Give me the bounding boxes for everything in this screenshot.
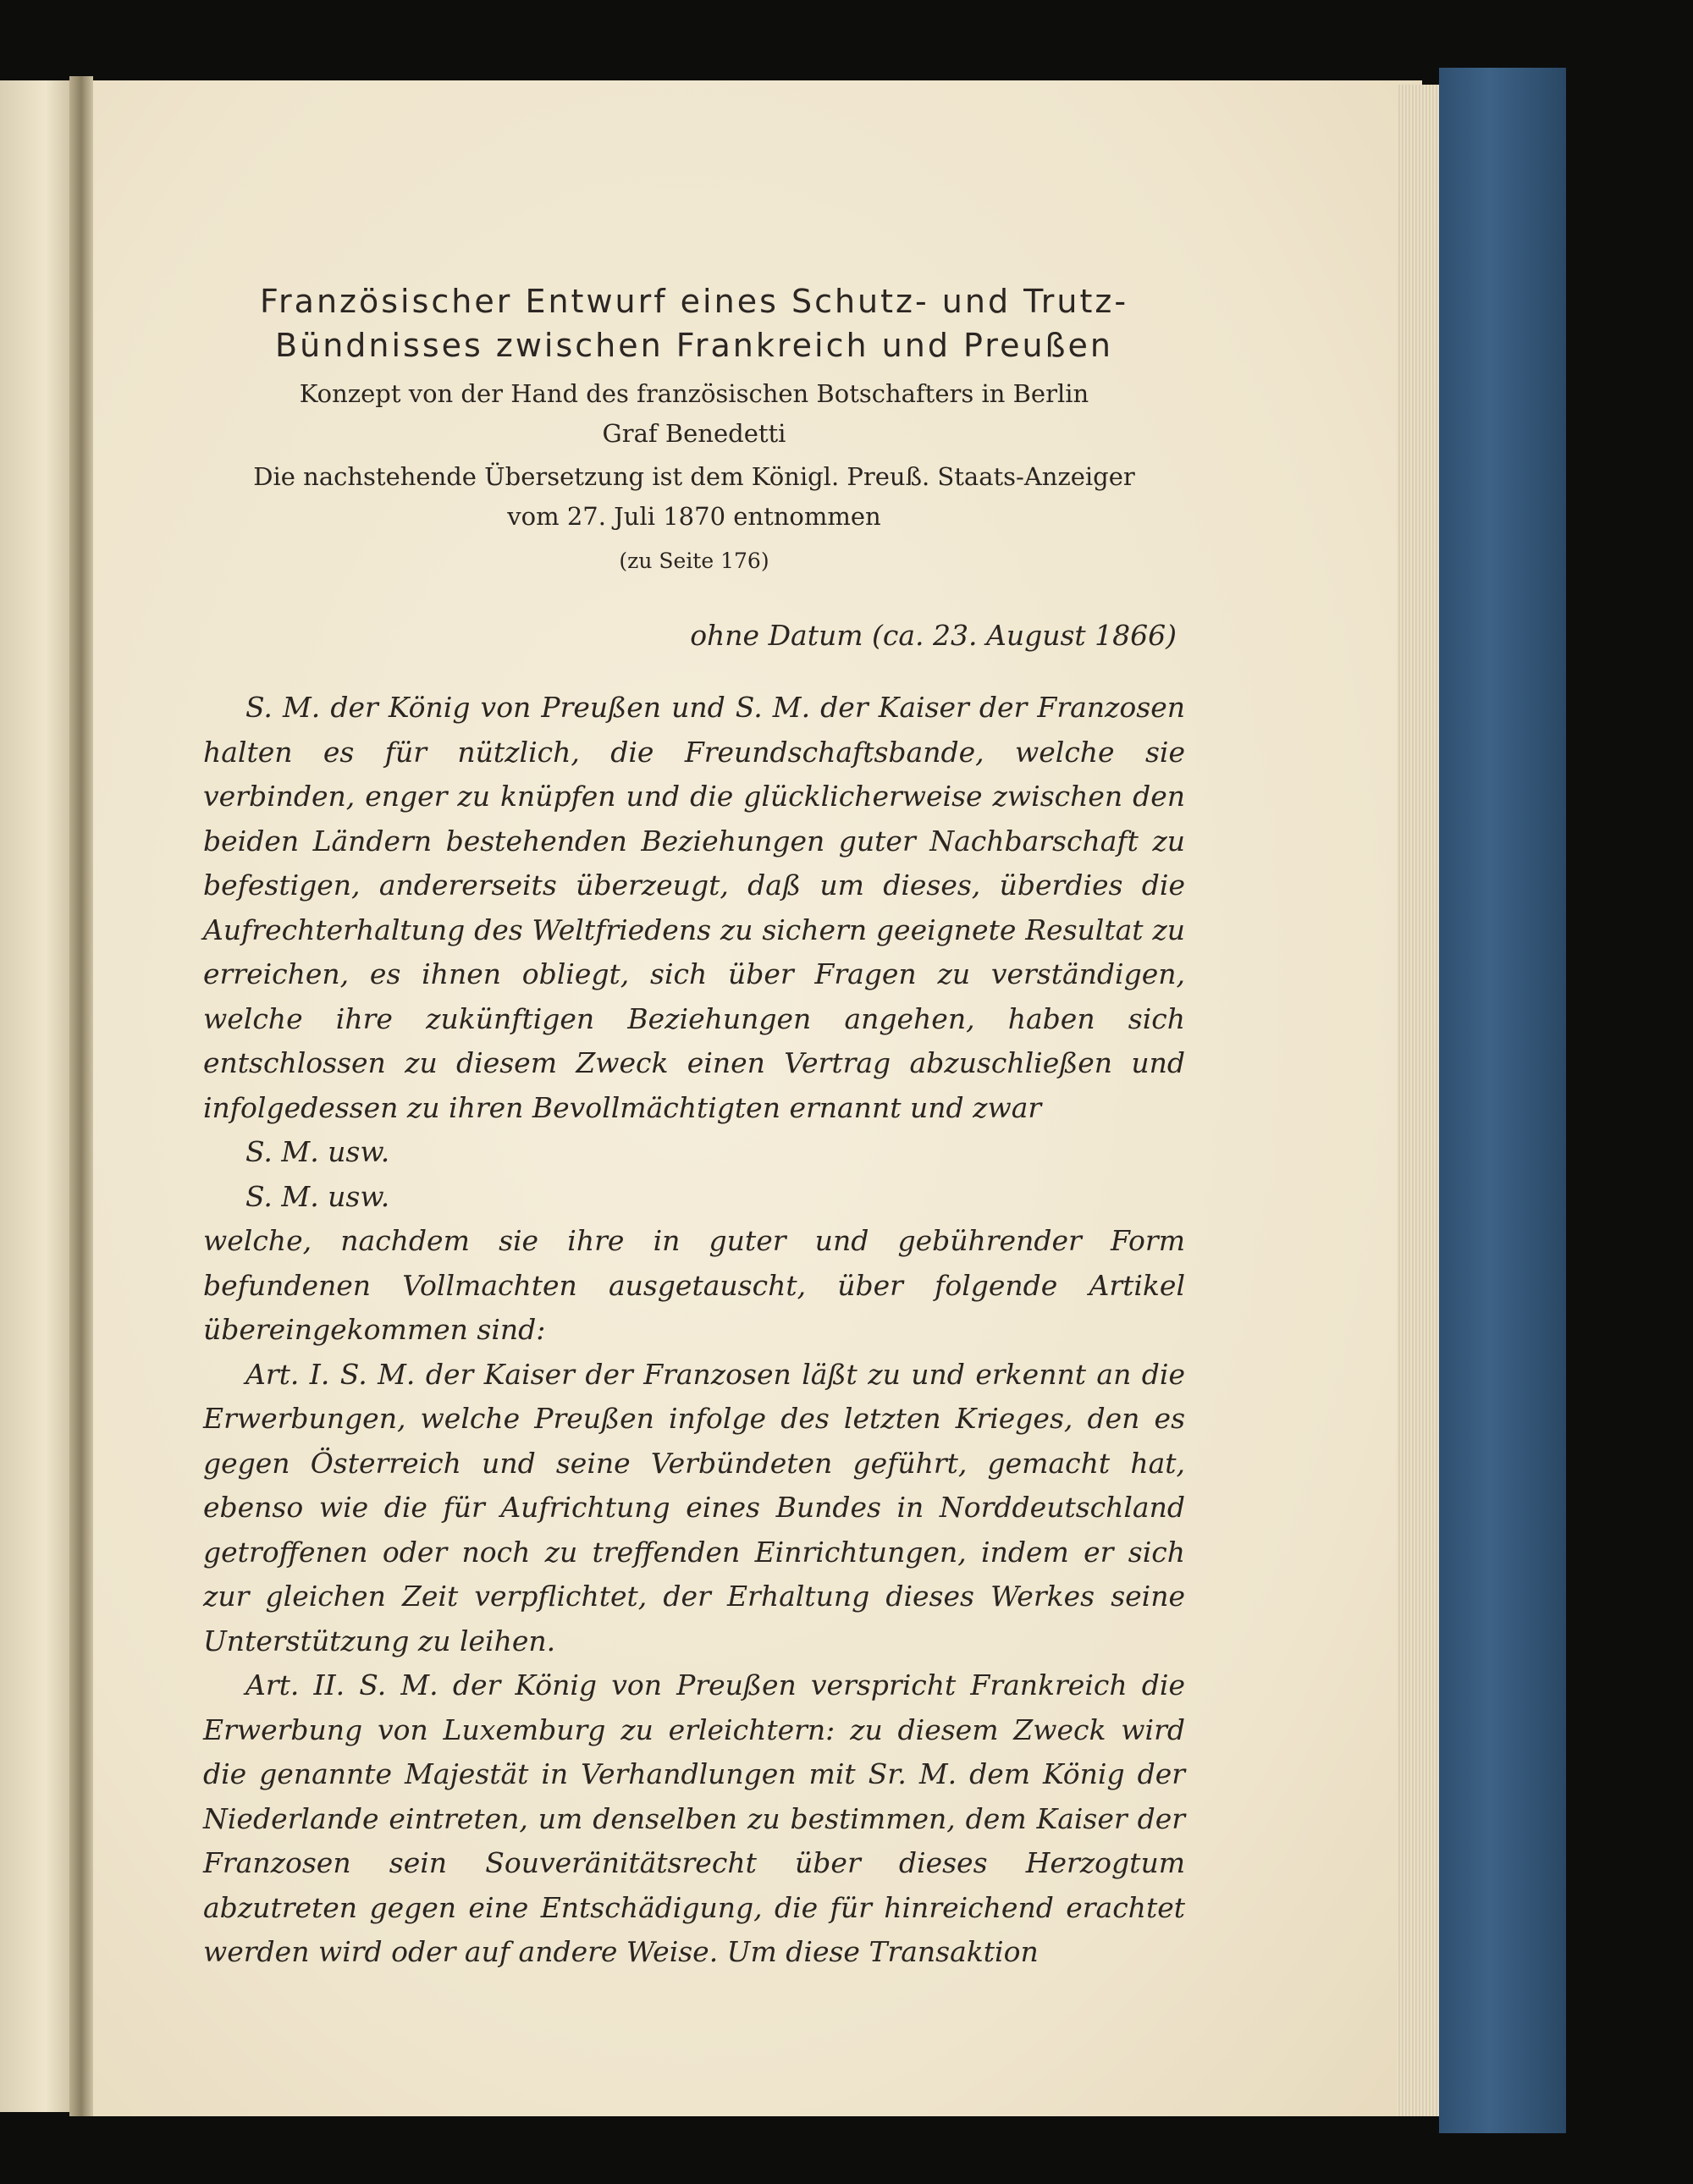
paragraph-agreement: welche, nachdem sie ihre in guter und gebührender Form befundenen Vollmachten ausgetauscht, über folgende Artikel übereingekommen sind: (203, 1224, 1185, 1346)
document-date: ohne Datum (ca. 23. August 1866) (690, 619, 1177, 652)
source-note (203, 457, 1185, 537)
note-line-1: Die nachstehende Übersetzung ist dem Königl. Preuß. Staats-Anzeiger (253, 462, 1135, 491)
paragraph-article-2: Art. II. S. M. der König von Preußen verspricht Frankreich die Erwerbung von Luxemburg zu erleichtern: zu diesem Zweck wird die genannte Majestät in Verhandlungen mit Sr. M. dem König der Niederlande eintreten, um denselben zu bestimmen, dem Kaiser der Franzosen sein Souveränitätsrecht über dieses Herzogtum abzutreten gegen eine Entschädigung, die für hinreichend erachtet werden wird oder auf andere Weise. Um diese Transaktion (203, 1668, 1185, 1968)
book-gutter (69, 76, 93, 2116)
title-line-1: Französischer Entwurf eines Schutz- und Trutz- (259, 283, 1129, 320)
paragraph-article-1: Art. I. S. M. der Kaiser der Franzosen läßt zu und erkennt an die Erwerbungen, welche Preußen infolge des letzten Krieges, den es gegen Österreich und seine Verbündeten geführt, gemacht hat, ebenso wie die für Aufrichtung eines Bundes in Norddeutschland getroffenen oder noch zu treffenden Einrichtungen, indem er sich zur gleichen Zeit verpflichtet, der Erhaltung dieses Werkes seine Unterstützung zu leihen. (203, 1357, 1185, 1657)
paragraph-preamble: S. M. der König von Preußen und S. M. der Kaiser der Franzosen halten es für nützlich, die Freundschaftsbande, welche sie verbinden, enger zu knüpfen und die glücklicherweise zwischen den beiden Ländern bestehenden Beziehungen guter Nachbarschaft zu befestigen, andererseits überzeugt, daß um dieses, überdies die Aufrechterhaltung des Weltfriedens zu sichern geeignete Resultat zu erreichen, es ihnen obliegt, sich über Fragen zu verständigen, welche ihre zukünftigen Beziehungen angehen, haben sich entschlossen zu diesem Zweck einen Vertrag abzuschließen und infolgedessen zu ihren Bevollmächtigten ernannt und zwar (203, 691, 1185, 1124)
note-line-2: vom 27. Juli 1870 entnommen (507, 502, 881, 531)
title-line-2: Bündnisses zwischen Frankreich und Preußen (275, 327, 1113, 364)
document-title (203, 279, 1185, 367)
document-subtitle (203, 374, 1185, 454)
document-body (203, 686, 1185, 1975)
page-content (203, 279, 1185, 1975)
subtitle-line-2: Graf Benedetti (602, 419, 786, 448)
subtitle-line-1: Konzept von der Hand des französischen Botschafters in Berlin (299, 379, 1089, 408)
paragraph-plenipotentiary-2: S. M. usw. (245, 1179, 390, 1213)
book-cover (1439, 68, 1566, 2133)
page-reference: (zu Seite 176) (619, 549, 769, 573)
left-page-edge (0, 80, 76, 2112)
paragraph-plenipotentiary-1: S. M. usw. (245, 1135, 390, 1168)
